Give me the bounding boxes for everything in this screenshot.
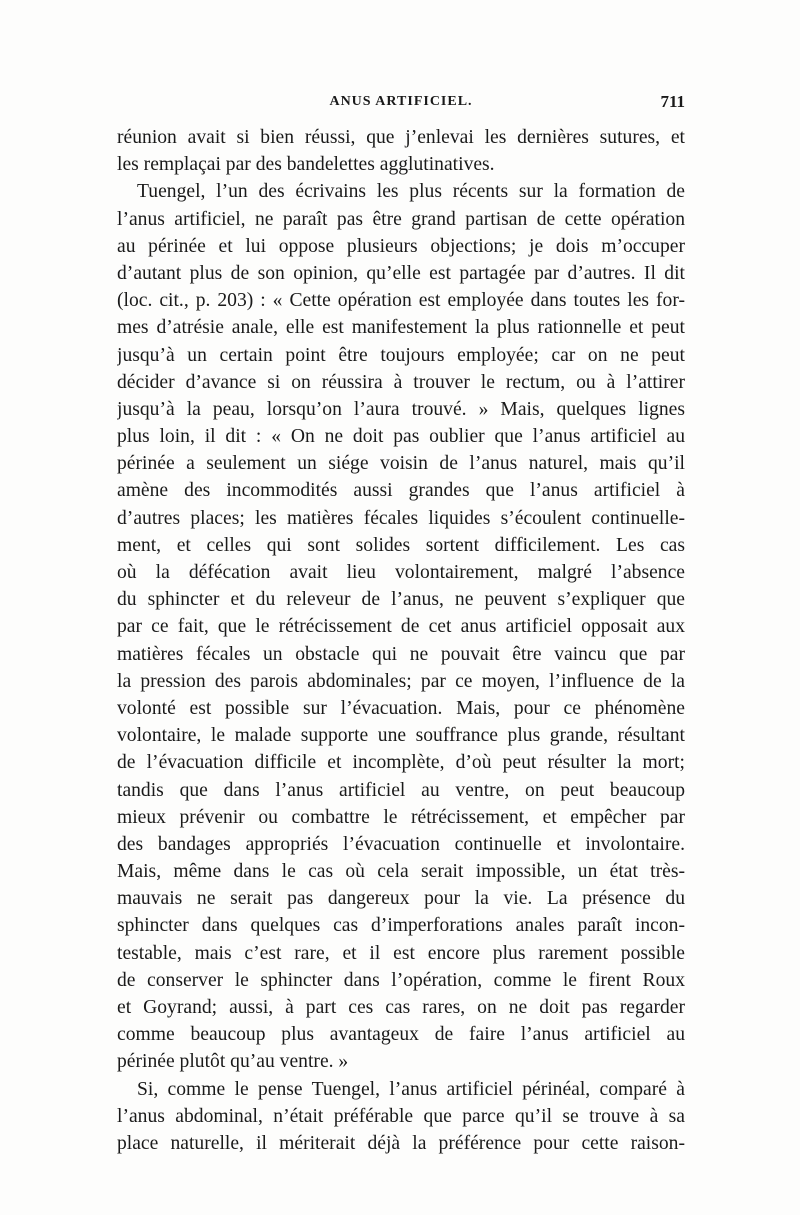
- text-line: volontaire, le malade supporte une souffrance plus grande, résultant: [117, 725, 685, 747]
- text-line: plus loin, il dit : « On ne doit pas oublier que l’anus artificiel au: [117, 426, 685, 448]
- text-line: (loc. cit., p. 203) : « Cette opération est employée dans toutes les for-: [117, 290, 685, 312]
- text-line: matières fécales un obstacle qui ne pouvait être vaincu que par: [117, 643, 685, 665]
- text-line: où la défécation avait lieu volontairement, malgré l’absence: [117, 562, 685, 583]
- text-line: d’autant plus de son opinion, qu’elle est partagée par d’autres. Il dit: [117, 262, 685, 284]
- text-line: périnée a seulement un siége voisin de l’anus naturel, mais qu’il: [117, 453, 685, 475]
- text-line: de conserver le sphincter dans l’opération, comme le firent Roux: [117, 969, 685, 991]
- text-line: la pression des parois abdominales; par ce moyen, l’influence de la: [117, 670, 685, 692]
- text-line: périnée plutôt qu’au ventre. »: [117, 1051, 349, 1073]
- text-line: ment, et celles qui sont solides sortent difficilement. Les cas: [117, 534, 685, 556]
- text-line: l’anus abdominal, n’était préférable que parce qu’il se trouve à sa: [117, 1105, 685, 1127]
- text-line: mieux prévenir ou combattre le rétrécissement, et empêcher par: [117, 806, 685, 828]
- text-line: Mais, même dans le cas où cela serait impossible, un état très-: [117, 861, 685, 883]
- text-line: décider d’avance si on réussira à trouver le rectum, ou à l’attirer: [117, 371, 685, 393]
- text-line: mauvais ne serait pas dangereux pour la vie. La présence du: [117, 888, 685, 910]
- text-line: les remplaçai par des bandelettes agglutinatives.: [117, 154, 495, 176]
- text-line: d’autres places; les matières fécales liquides s’écoulent continuelle-: [117, 507, 685, 529]
- text-line: amène des incommodités aussi grandes que l’anus artificiel à: [117, 480, 685, 502]
- text-line: volonté est possible sur l’évacuation. Mais, pour ce phénomène: [117, 697, 685, 719]
- running-title: ANUS ARTIFICIEL.: [329, 94, 473, 109]
- text-line: Tuengel, l’un des écrivains les plus récents sur la formation de: [137, 181, 685, 203]
- text-line: et Goyrand; aussi, à part ces cas rares, on ne doit pas regarder: [117, 997, 685, 1018]
- text-line: par ce fait, que le rétrécissement de cet anus artificiel opposait aux: [117, 616, 685, 638]
- text-line: des bandages appropriés l’évacuation continuelle et involontaire.: [117, 833, 685, 855]
- text-line: du sphincter et du releveur de l’anus, ne peuvent s’expliquer que: [117, 589, 685, 611]
- text-line: réunion avait si bien réussi, que j’enlevai les dernières sutures, et: [117, 127, 685, 148]
- page-number: 711: [660, 92, 685, 111]
- text-line: sphincter dans quelques cas d’imperforations anales paraît incon-: [117, 915, 685, 937]
- text-line: comme beaucoup plus avantageux de faire l’anus artificiel au: [117, 1024, 685, 1046]
- text-line: au périnée et lui oppose plusieurs objections; je dois m’occuper: [117, 235, 685, 257]
- text-line: jusqu’à un certain point être toujours employée; car on ne peut: [117, 344, 685, 366]
- text-line: de l’évacuation difficile et incomplète, d’où peut résulter la mort;: [117, 752, 685, 774]
- text-line: jusqu’à la peau, lorsqu’on l’aura trouvé. » Mais, quelques lignes: [117, 398, 685, 420]
- text-line: l’anus artificiel, ne paraît pas être grand partisan de cette opération: [117, 208, 685, 230]
- text-line: Si, comme le pense Tuengel, l’anus artificiel périnéal, comparé à: [137, 1078, 685, 1100]
- text-line: tandis que dans l’anus artificiel au ventre, on peut beaucoup: [117, 779, 685, 801]
- running-header: [117, 94, 685, 116]
- text-line: place naturelle, il mériterait déjà la préférence pour cette raison-: [117, 1132, 685, 1154]
- body-text: [117, 124, 685, 1157]
- text-line: mes d’atrésie anale, elle est manifestement la plus rationnelle et peut: [117, 317, 685, 339]
- text-line: testable, mais c’est rare, et il est encore plus rarement possible: [117, 942, 685, 964]
